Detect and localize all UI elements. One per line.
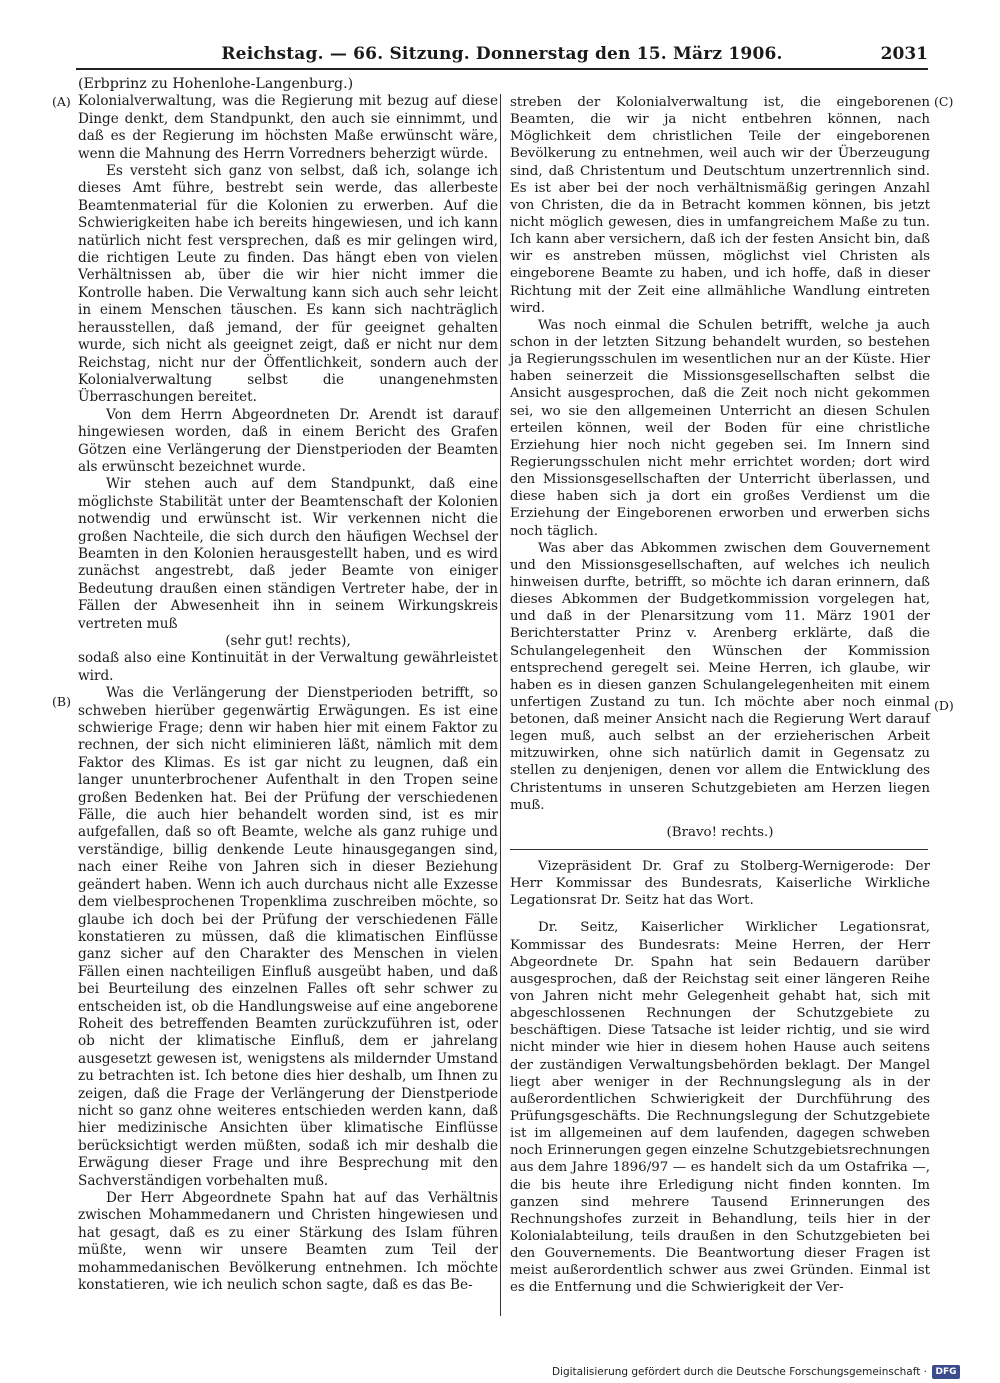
margin-marker-a: (A) [52,94,71,109]
paragraph: Was noch einmal die Schulen betrifft, welche ja auch schon in der letzten Sitzung behandelt wurden, so bestehen ja Regierungsschulen im wesentlichen nur an der Küste. Hier haben seinerzeit die Missionsgesellschaften selbst die Ansicht ausgesprochen, daß die Zeit noch nicht gekommen sei, wo sie den allgemeinen Unterricht an diesen Schulen erteilen können, weil der Boden für eine christliche Erziehung hier noch nicht gegeben sei. Im Innern sind Regierungsschulen nicht mehr errichtet worden; dort wird den Missionsgesellschaften der Unterricht überlassen, und diese haben sich ja dort ein großes Verdienst um die Erziehung der Eingeborenen erworben und erwerben sichs noch täglich. [510,317,930,539]
right-column [510,94,930,1297]
speaker-line: (Erbprinz zu Hohenlohe-Langenburg.) [78,76,354,92]
paragraph: Es versteht sich ganz von selbst, daß ich, solange ich dieses Amt führe, bestrebt sein werde, das allerbeste Beamtenmaterial für die Kolonien zu erwerben. Auf die Schwierigkeiten habe ich bereits hingewiesen, und ich kann natürlich nicht fest versprechen, daß es mir gelingen wird, die richtigen Leute zu finden. Das hängt eben von vielen Verhältnissen ab, über die wir hier nicht immer die Kontrolle haben. Die Verwaltung kann sich auch sehr leicht in einem Menschen täuschen. Es kann sich nachträglich herausstellen, daß jemand, der für geeignet gehalten wurde, sich nicht als geeignet zeigt, daß er nicht nur dem Reichstag, nicht nur der Öffentlichkeit, sondern auch der Kolonialverwaltung selbst die unangenehmsten Überraschungen bereitet. [78,163,498,406]
footer-credit [552,1365,960,1379]
interjection: (Bravo! rechts.) [666,824,774,840]
page-number: 2031 [880,44,928,64]
footer-text: Digitalisierung gefördert durch die Deutsche Forschungsgemeinschaft · [551,1366,927,1378]
margin-marker-b: (B) [52,694,71,709]
running-header [76,44,928,70]
paragraph: Dr. Seitz, Kaiserlicher Wirklicher Legationsrat, Kommissar des Bundesrats: Meine Herren, der Herr Abgeordnete Dr. Spahn hat sein Bedauern darüber ausgesprochen, daß der Reichstag seit einer längeren Reihe von Jahren nicht mehr Gelegenheit gehabt hat, sich mit abgeschlossenen Rechnungen der Schutzgebiete zu beschäftigen. Diese Tatsache ist leider richtig, und sie wird nicht minder wie hier in diesem hohen Hause auch seitens der zuständigen Verwaltungsbehörden beklagt. Der Mangel liegt aber weniger in der Rechnungslegung als in der außerordentlichen Schwierigkeit der Durchführung des Prüfungsgeschäfts. Die Rechnungslegung der Schutzgebiete ist im allgemeinen auf dem laufenden, dagegen schweben noch Erinnerungen gegen einzelne Schutzgebietsrechnungen aus dem Jahre 1896/97 — es handelt sich da um Ostafrika —, die bis heute ihre Erledigung nicht finden konnten. Im ganzen sind mehrere Tausend Erinnerungen des Rechnungshofes zurzeit in Behandlung, teils hier in der Kolonialabteilung, teils draußen in den Schutzgebieten bei den Gouvernements. Die Beantwortung dieser Fragen ist meist außerordentlich schwer aus zwei Gründen. Einmal ist es die Entfernung und die Schwierigkeit der Ver- [510,920,930,1296]
margin-marker-c: (C) [934,94,954,109]
paragraph: Von dem Herrn Abgeordneten Dr. Arendt ist darauf hingewiesen worden, daß in einem Bericht des Grafen Götzen eine Verlängerung der Dienstperioden der Beamten als erwünscht bezeichnet wurde. [78,406,498,475]
paragraph: streben der Kolonialverwaltung ist, die eingeborenen Beamten, die wir ja nicht entbehren können, nach Möglichkeit dem christlichen Teile der eingeborenen Bevölkerung zu entnehmen, weil auch wir der Überzeugung sind, daß Christentum und Deutschtum unzertrennlich sind. Es ist aber bei der noch verhältnismäßig geringen Anzahl von Christen, die da in Betracht kommen können, bis jetzt nicht möglich gewesen, dies in umfangreichem Maße zu tun. Ich kann aber versichern, daß ich der festen Ansicht bin, daß wir es anstreben müssen, möglichst viel Christen als eingeborene Beamte zu haben, und ich hoffe, daß in dieser Richtung mit der Zeit eine allmähliche Wandlung eintreten wird. [510,95,930,316]
presiding-note: Vizepräsident Dr. Graf zu Stolberg-Wernigerode: Der Herr Kommissar des Bundesrats, Kaiserliche Wirkliche Legationsrat Dr. Seitz hat das Wort. [510,859,930,909]
running-title: Reichstag. — 66. Sitzung. Donnerstag den 15. März 1906. [221,44,783,64]
margin-marker-d: (D) [934,698,954,713]
paragraph: Wir stehen auch auf dem Standpunkt, daß eine möglichste Stabilität unter der Beamtenschaft der Kolonien notwendig und erwünscht ist. Wir verkennen nicht die großen Nachteile, die sich durch den häufigen Wechsel der Beamten in den Kolonien herausgestellt haben, und es wird zunächst angestrebt, daß jeder Beamte von einiger Bedeutung draußen einen ständigen Vertreter habe, der in Fällen der Abwesenheit ihn in seinem Wirkungskreis vertreten muß [78,476,498,632]
paragraph: Der Herr Abgeordnete Spahn hat auf das Verhältnis zwischen Mohammedanern und Christen hingewiesen und hat gesagt, daß es zu einer Stärkung des Islam führen müßte, wenn wir unsere Beamten zum Teil der mohammedanischen Bevölkerung entnehmen. Ich möchte konstatieren, wie ich neulich schon sagte, daß es das Be- [78,1190,498,1294]
paragraph-continuation: sodaß also eine Kontinuität in der Verwaltung gewährleistet wird. [78,650,498,684]
left-column [78,76,498,1294]
interjection: (sehr gut! rechts), [225,633,351,649]
dfg-logo-icon: DFG [932,1365,960,1379]
section-rule [510,849,928,850]
paragraph: Kolonialverwaltung, was die Regierung mit bezug auf diese Dinge denkt, dem Standpunkt, den auch sie einnimmt, und daß es der Regierung im höchsten Maße erwünscht wäre, wenn die Mahnung des Herrn Vorredners beherzigt würde. [78,93,498,162]
paragraph: Was die Verlängerung der Dienstperioden betrifft, so schweben hierüber gegenwärtig Erwägungen. Es ist eine schwierige Frage; denn wir haben hier mit einem Faktor zu rechnen, der sich nicht eliminieren läßt, nämlich mit dem Faktor des Klimas. Es ist gar nicht zu leugnen, daß ein langer ununterbrochener Aufenthalt in den Tropen seine großen Bedenken hat. Bei der Prüfung der verschiedenen Fälle, die auch hier behandelt worden sind, ist es mir aufgefallen, daß so oft Beamte, welche als ganz ruhige und verständige, billig denkende Leute hinausgegangen sind, nach einer Reihe von Jahren sich in dieser Beziehung geändert haben. Wenn ich auch durchaus nicht alle Exzesse dem vielbesprochenen Tropenklima zuschreiben möchte, so glaube ich doch bei der Prüfung der verschiedenen Fälle konstatieren zu müssen, daß die klimatischen Einflüsse ganz sicher auf den Charakter des Menschen in vielen Fällen einen nachteiligen Einfluß ausgeübt haben, und daß bei Beurteilung des einzelnen Falles oft sehr schwer zu entscheiden ist, ob die Handlungsweise auf eine angeborene Roheit des betreffenden Beamten zurückzuführen ist, oder ob nicht der klimatische Einfluß, dem er jahrelang ausgesetzt gewesen ist, wenigstens als mildernder Umstand zu betrachten ist. Ich betone dies hier deshalb, um Ihnen zu zeigen, daß die Frage der Verlängerung der Dienstperiode nicht so ganz ohne weiteres entschieden werden kann, daß hier medizinische Ansichten über klimatische Einflüsse berücksichtigt werden müßten, sodaß ich mir deshalb die Erwägung dieser Frage und ihre Besprechung mit den Sachverständigen vorbehalten muß. [78,685,498,1189]
column-divider [500,94,501,1316]
paragraph: Was aber das Abkommen zwischen dem Gouvernement und den Missionsgesellschaften, auf welches ich neulich hinweisen durfte, betrifft, so möchte ich daran erinnern, daß dieses Abkommen der Budgetkommission vorgelegen hat, und daß in der Plenarsitzung vom 11. März 1901 der Berichterstatter Prinz v. Arenberg erklärte, daß die Schulangelegenheit den Wünschen der Kommission entsprechend geregelt sei. Meine Herren, ich glaube, wir haben es in diesen ganzen Schulangelegenheiten mit einem unfertigen Zustand zu tun. Ich möchte aber noch einmal betonen, daß meiner Ansicht nach die Regierung Wert darauf legen muß, auch selbst an der erzieherischen Arbeit mitzuwirken, ohne sich natürlich damit in Gegensatz zu stellen zu denjenigen, denen vor allem die Entwicklung des Christentums in unseren Schutzgebieten am Herzen liegen muß. [510,540,930,813]
